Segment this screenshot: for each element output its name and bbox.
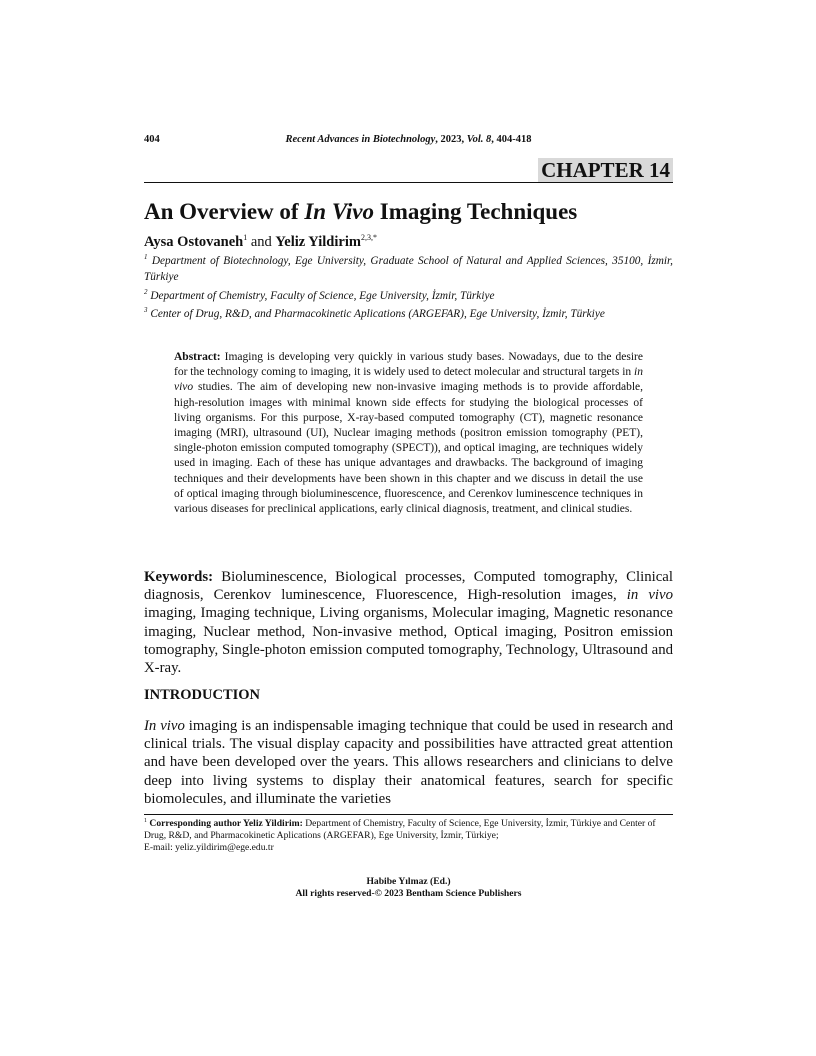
affiliation-sup: 1 xyxy=(144,253,148,262)
footer-rights: All rights reserved-© 2023 Bentham Science Publishers xyxy=(295,888,522,899)
affiliation-1 xyxy=(144,254,673,285)
authors xyxy=(144,233,377,251)
title-italic: In Vivo xyxy=(304,199,374,224)
title-pre: An Overview of xyxy=(144,199,305,224)
journal-name: Recent Advances in Biotechnology xyxy=(285,134,436,145)
header-divider xyxy=(144,182,673,183)
chapter-label: CHAPTER 14 xyxy=(538,158,673,182)
author-conj: and xyxy=(247,234,276,250)
author-1: Aysa Ostovaneh xyxy=(144,234,244,250)
abstract-text-a: Imaging is developing very quickly in various study bases. Nowadays, due to the desire for the technology coming to imaging, it is widely used to detect molecular and structural targets in xyxy=(174,351,643,379)
footnote-divider xyxy=(144,814,673,815)
title-post: Imaging Techniques xyxy=(374,199,578,224)
affiliation-text: Department of Chemistry, Faculty of Science, Ege University, İzmir, Türkiye xyxy=(147,290,495,302)
footnote-label: Corresponding author Yeliz Yildirim: xyxy=(147,818,303,829)
footnote-text: Department of Chemistry, Faculty of Science, Ege University, İzmir, Türkiye and Center of Drug, R&D, and Pharmacokinetic Aplications (ARGEFAR), Ege University, İzmir, Türkiye; xyxy=(144,818,656,842)
abstract xyxy=(174,350,643,517)
intro-italic: In vivo xyxy=(144,718,185,734)
footer-editor: Habibe Yılmaz (Ed.) xyxy=(366,876,451,887)
keywords-text-b: imaging, Imaging technique, Living organisms, Molecular imaging, Magnetic resonance imaging, Nuclear method, Non-invasive method, Optical imaging, Positron emission tomography, Single-photon emission computed tomography, Technology, Ultrasound and X-ray. xyxy=(144,605,673,677)
abstract-text-b: studies. The aim of developing new non-invasive imaging methods is to provide affordable, high-resolution images with minimal known side effects for studying the biological processes of living organisms. For this purpose, X-ray-based computed tomography (CT), magnetic resonance imaging (MRI), ultrasound (UI), Nuclear imaging methods (positron emission tomography (PET), single-photon emission computed tomography (SPECT)), and optical imaging, are techniques widely used in imaging. Each of these has unique advantages and drawbacks. The background of imaging techniques and their developments have been shown in this chapter and we discuss in detail the use of optical imaging through bioluminescence, fluorescence, and Cerenkov luminescence techniques in various diseases for preclinical applications, early clinical diagnosis, treatment, and clinical studies. xyxy=(174,381,643,516)
footnote-sup: 1 xyxy=(144,817,147,824)
abstract-label: Abstract: xyxy=(174,351,221,363)
affiliation-sup: 2 xyxy=(144,288,148,297)
journal-pages: , 404-418 xyxy=(491,134,532,145)
author-2-sup: 2,3,* xyxy=(360,233,377,243)
keywords-label: Keywords: xyxy=(144,569,214,585)
journal-citation xyxy=(144,134,673,145)
author-2: Yeliz Yildirim xyxy=(275,234,361,250)
affiliation-3 xyxy=(144,307,673,323)
page-number: 404 xyxy=(144,134,160,145)
affiliation-text: Department of Biotechnology, Ege University, Graduate School of Natural and Applied Sciences, 35100, İzmir, Türkiye xyxy=(144,255,673,283)
section-heading-introduction: INTRODUCTION xyxy=(144,687,261,703)
footnote xyxy=(144,818,673,855)
keywords-italic: in vivo xyxy=(626,587,673,604)
affiliation-text: Center of Drug, R&D, and Pharmacokinetic Aplications (ARGEFAR), Ege University, İzmir, Türkiye xyxy=(147,308,605,320)
abstract-italic: in vivo xyxy=(174,366,643,394)
chapter-title xyxy=(144,198,673,226)
journal-year: , 2023, xyxy=(435,134,467,145)
author-1-sup: 1 xyxy=(243,233,248,243)
footnote-email[interactable]: E-mail: yeliz.yildirim@ege.edu.tr xyxy=(144,842,274,854)
introduction-paragraph xyxy=(144,717,673,808)
running-head xyxy=(144,134,673,150)
affiliation-2 xyxy=(144,289,673,305)
keywords xyxy=(144,568,673,677)
page-footer xyxy=(144,876,673,900)
affiliation-sup: 3 xyxy=(144,306,148,315)
journal-volume: Vol. 8 xyxy=(466,134,492,145)
keywords-text-a: Bioluminescence, Biological processes, Computed tomography, Clinical diagnosis, Cerenkov luminescence, Fluorescence, High-resolution images, xyxy=(144,569,673,604)
intro-text: imaging is an indispensable imaging technique that could be used in research and clinical trials. The visual display capacity and possibilities have attracted great attention and have been developed over the years. This allows researchers and clinicians to delve deep into living systems to display their anatomical features, search for specific biomolecules, and illuminate the varieties xyxy=(144,718,673,807)
